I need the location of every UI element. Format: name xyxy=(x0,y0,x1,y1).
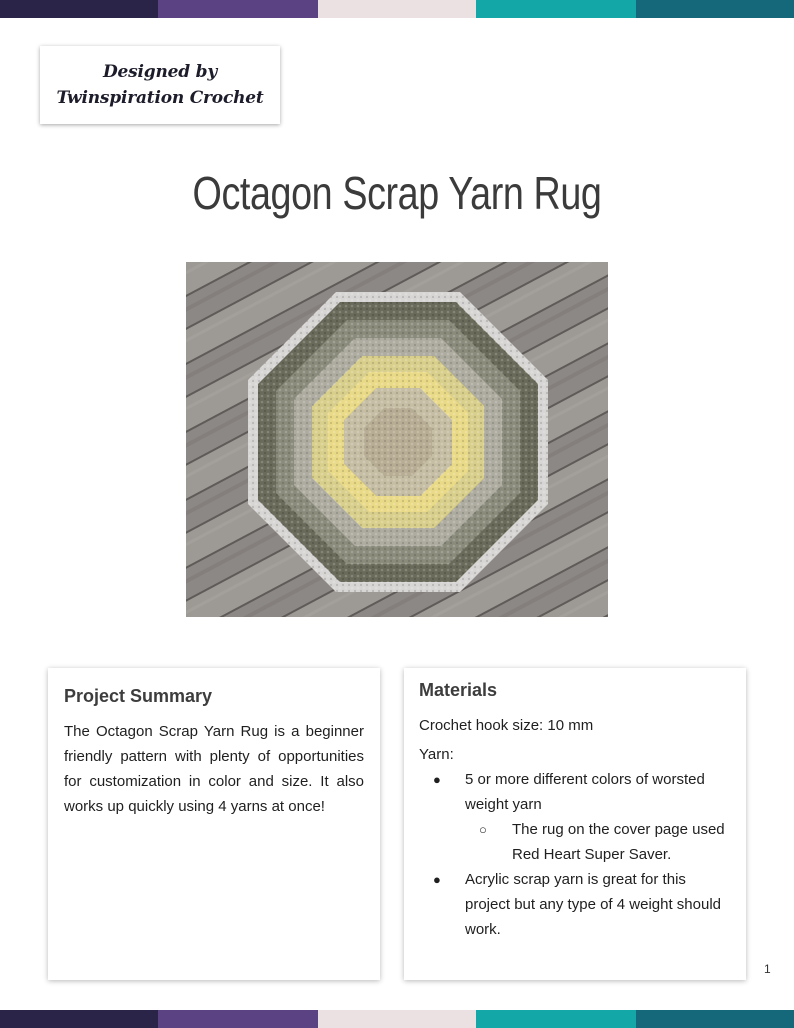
designer-badge xyxy=(40,46,280,124)
badge-line-1: Designed by xyxy=(102,62,218,82)
project-summary-heading: Project Summary xyxy=(64,686,213,706)
project-summary-card xyxy=(48,668,380,980)
badge-line-2: Twinspiration Crochet xyxy=(56,88,264,108)
list-item xyxy=(419,867,732,942)
list-item-text: The rug on the cover page used Red Heart Super Saver. xyxy=(512,821,725,863)
bullet-icon: ● xyxy=(433,872,441,887)
bullet-icon: ● xyxy=(433,772,441,787)
materials-heading: Materials xyxy=(419,680,498,700)
hollow-bullet-icon: ○ xyxy=(479,822,487,837)
hook-size-text: Crochet hook size: 10 mm xyxy=(419,717,594,734)
top-color-stripe xyxy=(0,0,794,18)
page-number: 1 xyxy=(764,962,771,976)
page-title: Octagon Scrap Yarn Rug xyxy=(192,167,602,219)
materials-card xyxy=(404,668,746,980)
yarn-label: Yarn: xyxy=(419,746,454,763)
list-item-text: Acrylic scrap yarn is great for this project but any type of 4 weight should work. xyxy=(465,871,721,938)
project-summary-text: The Octagon Scrap Yarn Rug is a beginner friendly pattern with plenty of opportunities for customization in color and size. It also works up quickly using 4 yarns at once! xyxy=(64,723,364,815)
bottom-color-stripe xyxy=(0,1010,794,1028)
list-item xyxy=(419,817,732,867)
list-item-text: 5 or more different colors of worsted weight yarn xyxy=(465,771,705,813)
materials-list xyxy=(419,767,732,942)
octagon-rug-photo xyxy=(186,262,608,617)
list-item xyxy=(419,767,732,817)
